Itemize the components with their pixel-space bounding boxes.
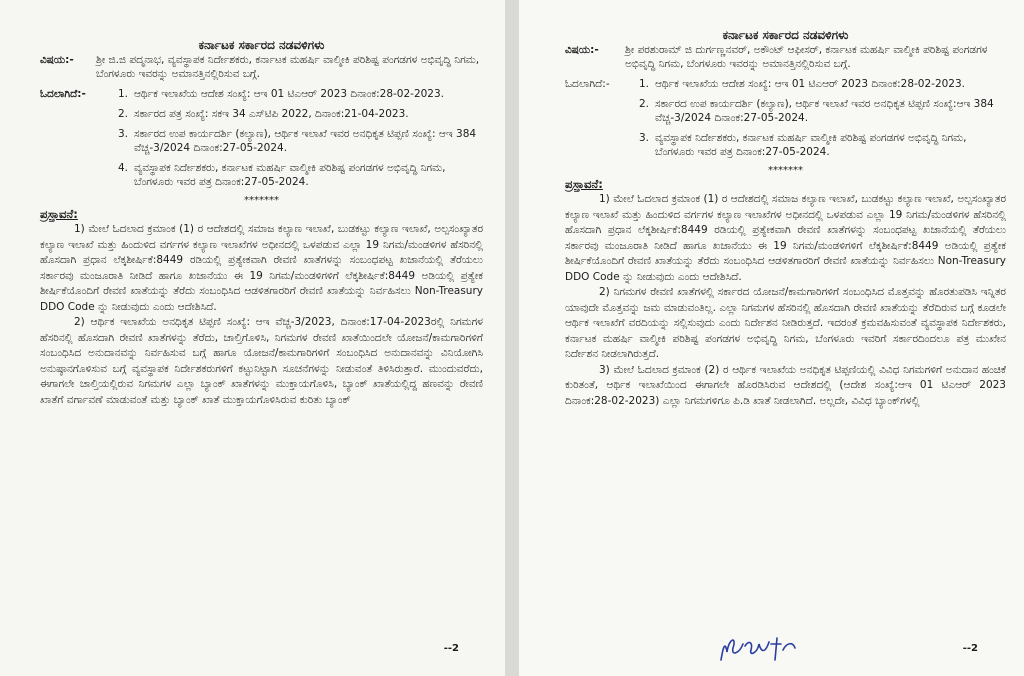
document-heading: ಕರ್ನಾಟಕ ಸರ್ಕಾರದ ನಡವಳಿಗಳು (722, 28, 849, 42)
page-number: --2 (962, 643, 978, 654)
subject-label: ವಿಷಯ:- (40, 54, 74, 66)
reference-item: 3. ವ್ಯವಸ್ಥಾಪಕ ನಿರ್ದೇಶಕರು, ಕರ್ನಾಟಕ ಮಹರ್ಷಿ ವಾಲ್ಮೀಕಿ ಪರಿಶಿಷ್ಟ ಪಂಗಡಗಳ ಅಭಿವೃದ್ಧಿ ನಿಗಮ, ಬೆಂಗಳೂರು ಇವರ ಪತ್ರ ದಿನಾಂಕ:27-05-2024. (639, 132, 967, 158)
paragraph: 2) ಆರ್ಥಿಕ ಇಲಾಖೆಯ ಅನಧಿಕೃತ ಟಿಪ್ಪಣಿ ಸಂಖ್ಯೆ: ಆಇ ವೆಚ್ಚ-3/2023, ದಿನಾಂಕ:17-04-2023ರಲ್ಲಿ ನಿಗಮಗಳ ಹೆಸರಿನಲ್ಲಿ ಹೊಸದಾಗಿ ರೇವಣಿ ಖಾತೆಗಳನ್ನು ತೆರೆದು, ಚಾಲ್ತಿಗೊಳಿಸಿ, ನಿಗಮಗಳ ರೇವಣಿ ಖಾತೆಯಿಂದಲೇ ಯೋಜನೆ/ಕಾಮಗಾರಿಗಳಿಗೆ ಸಂಬಂಧಿಸಿದ ಅನುದಾನವನ್ನು ನಿರ್ವಹಿಸುವ ಬಗ್ಗೆ ಹಾಗೂ ಯೋಜನೆ/ಕಾಮಗಾರಿಗಳಿಗೆ ಸಂಬಂಧಿಸಿದ ಅನುದಾನವನ್ನು ವಿನಿಯೋಗಿಸಿ ಅನುಷ್ಠಾನಗೊಳಿಸುವ ಬಗ್ಗೆ ವ್ಯವಸ್ಥಾಪಕ ನಿರ್ದೇಶಕರುಗಳಿಗೆ ಕಟ್ಟುನಿಟ್ಟಾಗಿ ಸೂಚನೆಗಳನ್ನು ನೀಡುವಂತೆ ತಿಳಿಸಿರುತ್ತಾರೆ. ಮುಂದುವರೆದು, ಈಗಾಗಲೇ ಚಾಲ್ತಿಯಲ್ಲಿರುವ ನಿಗಮಗಳ ಎಲ್ಲಾ ಬ್ಯಾಂಕ್ ಖಾತೆಗಳನ್ನು ಮುಕ್ತಾಯಗೊಳಿಸಿ, ಬ್ಯಾಂಕ್ ಖಾತೆಯಲ್ಲಿದ್ದ ಹಣವನ್ನು ರೇವಣಿ ಖಾತೆಗೆ ವರ್ಗಾವಣೆ ಮಾಡುವಂತೆ ಮತ್ತು ಬ್ಯಾಂಕ್ ಖಾತೆ ಮುಕ್ತಾಯಗೊಳಿಸಿರುವ ಕುರಿತು ಬ್ಯಾಂಕ್ (40, 316, 483, 406)
reference-item: 1. ಆರ್ಥಿಕ ಇಲಾಖೆಯ ಆದೇಶ ಸಂಖ್ಯೆ: ಆಇ 01 ಟಿಎಆರ್ 2023 ದಿನಾಂಕ:28-02-2023. (639, 78, 965, 90)
separator-stars: ******* (244, 195, 279, 206)
paragraph: 1) ಮೇಲೆ ಓದಲಾದ ಕ್ರಮಾಂಕ (1) ರ ಆದೇಶದಲ್ಲಿ ಸಮಾಜ ಕಲ್ಯಾಣ ಇಲಾಖೆ, ಬುಡಕಟ್ಟು ಕಲ್ಯಾಣ ಇಲಾಖೆ, ಅಲ್ಪಸಂಖ್ಯಾತರ ಕಲ್ಯಾಣ ಇಲಾಖೆ ಮತ್ತು ಹಿಂದುಳಿದ ವರ್ಗಗಳ ಕಲ್ಯಾಣ ಇಲಾಖೆಗಳ ಅಧೀನದಲ್ಲಿ ಒಳಪಡುವ ಎಲ್ಲಾ 19 ನಿಗಮ/ಮಂಡಳಿಗಳ ಹೆಸರಿನಲ್ಲಿ ಹೊಸದಾಗಿ ಪ್ರಧಾನ ಲೆಕ್ಕಶೀರ್ಷಿಕೆ:8449 ರಡಿಯಲ್ಲಿ ಪ್ರತ್ಯೇಕವಾಗಿ ರೇವಣಿ ಖಾತೆಗಳನ್ನು ಸಂಬಂಧಪಟ್ಟ ಖಜಾನೆಯಲ್ಲಿ ತೆರೆಯಲು ಸರ್ಕಾರವು ಮಂಜೂರಾತಿ ನೀಡಿದೆ ಹಾಗೂ ಖಜಾನೆಯು ಈ 19 ನಿಗಮ/ಮಂಡಳಿಗಳಿಗೆ ಲೆಕ್ಕಶೀರ್ಷಿಕೆ:8449 ಅಡಿಯಲ್ಲಿ ಪ್ರತ್ಯೇಕ ಶೀರ್ಷಿಕೆಯೊಂದಿಗೆ ರೇವಣಿ ಖಾತೆಯನ್ನು ತೆರೆದು ಸಂಬಂಧಿಸಿದ ಆಡಳಿತಗಾರರಿಗೆ ರೇವಣಿ ಖಾತೆಯನ್ನು ನಿರ್ವಹಿಸಲು Non-Treasury DDO Code ನ್ನು ನೀಡುವುದು ಎಂದು ಆದೇಶಿಸಿದೆ. (565, 193, 1006, 283)
references-list (118, 87, 483, 195)
references-label: ಓದಲಾಗಿದೆ:- (565, 78, 610, 90)
references-label: ಓದಲಾಗಿದೆ:- (40, 88, 86, 100)
preamble-title: ಪ್ರಸ್ತಾವನೆ: (565, 177, 603, 191)
handwritten-signature (717, 630, 807, 670)
reference-item: 2. ಸರ್ಕಾರದ ಉಪ ಕಾರ್ಯದರ್ಶಿ (ಕಲ್ಯಾಣ), ಆರ್ಥಿಕ ಇಲಾಖೆ ಇವರ ಅನಧಿಕೃತ ಟಿಪ್ಪಣಿ ಸಂಖ್ಯೆ:ಆಇ 384 ವೆಚ್ಚ-3/2024 ದಿನಾಂಕ:27-05-2024. (639, 98, 994, 124)
preamble-title: ಪ್ರಸ್ತಾವನೆ: (40, 207, 78, 221)
paragraph: 2) ನಿಗಮಗಳ ರೇವಣಿ ಖಾತೆಗಳಲ್ಲಿ ಸರ್ಕಾರದ ಯೋಜನೆ/ಕಾಮಗಾರಿಗಳಿಗೆ ಸಂಬಂಧಿಸಿದ ಮೊತ್ತವನ್ನು ಹೊರತುಪಡಿಸಿ ಇನ್ನಿತರ ಯಾವುದೇ ಮೊತ್ತವನ್ನು ಜಮ ಮಾಡುವಂತಿಲ್ಲ. ಎಲ್ಲಾ ನಿಗಮಗಳ ಹೆಸರಿನಲ್ಲಿ ಹೊಸದಾಗಿ ರೇವಣಿ ಖಾತೆಯನ್ನು ತೆರೆದಿರುವ ಬಗ್ಗೆ ಕೂಡಲೇ ಆರ್ಥಿಕ ಇಲಾಖೆಗೆ ವರದಿಯನ್ನು ಸಲ್ಲಿಸುವುದು ಎಂದು ನಿರ್ದೇಶನ ನೀಡಿರುತ್ತದೆ. ಇದರಂತೆ ಕ್ರಮವಹಿಸುವಂತೆ ವ್ಯವಸ್ಥಾಪಕ ನಿರ್ದೇಶಕರು, ಕರ್ನಾಟಕ ಮಹರ್ಷಿ ವಾಲ್ಮೀಕಿ ಪರಿಶಿಷ್ಟ ಪಂಗಡಗಳ ಅಭಿವೃದ್ಧಿ ನಿಗಮ, ಬೆಂಗಳೂರು ಇವರಿಗೆ ಸರ್ಕಾರದಿಂದಲೂ ಪತ್ರ ಮುಖೇನ ನಿರ್ದೇಶನ ನೀಡಲಾಗಿರುತ್ತದೆ. (565, 286, 1006, 360)
references-row (40, 87, 483, 195)
reference-item: 2. ಸರ್ಕಾರದ ಪತ್ರ ಸಂಖ್ಯೆ: ಸಕಇ 34 ಎಸ್‌ಟಿಪಿ 2022, ದಿನಾಂಕ:21-04-2023. (118, 108, 409, 120)
subject-row (40, 53, 483, 81)
reference-item: 3. ಸರ್ಕಾರದ ಉಪ ಕಾರ್ಯದರ್ಶಿ (ಕಲ್ಯಾಣ), ಆರ್ಥಿಕ ಇಲಾಖೆ ಇವರ ಅನಧಿಕೃತ ಟಿಪ್ಪಣಿ ಸಂಖ್ಯೆ: ಆಇ 384 ವೆಚ್ಚ-3/2024 ದಿನಾಂಕ:27-05-2024. (118, 128, 477, 154)
paragraph: 3) ಮೇಲೆ ಓದಲಾದ ಕ್ರಮಾಂಕ (2) ರ ಆರ್ಥಿಕ ಇಲಾಖೆಯ ಅನಧಿಕೃತ ಟಿಪ್ಪಣಿಯಲ್ಲಿ ವಿವಿಧ ನಿಗಮಗಳಿಗೆ ಅನುದಾನ ಹಂಚಿಕೆ ಕುರಿತಂತೆ, ಆರ್ಥಿಕ ಇಲಾಖೆಯಿಂದ ಈಗಾಗಲೇ ಹೊರಡಿಸಿರುವ ಆದೇಶದಲ್ಲಿ (ಆದೇಶ ಸಂಖ್ಯೆ:ಆಇ 01 ಟಿಎಆರ್ 2023 ದಿನಾಂಕ:28-02-2023) ಎಲ್ಲಾ ನಿಗಮಗಳಿಗೂ ಪಿ.ಡಿ ಖಾತೆ ನೀಡಲಾಗಿದೆ. ಅಲ್ಲದೇ, ವಿವಿಧ ಬ್ಯಾಂಕ್‌ಗಳಲ್ಲಿ (565, 363, 1006, 407)
subject-label: ವಿಷಯ:- (565, 44, 599, 56)
document-page-left (0, 0, 505, 676)
separator-stars: ******* (768, 165, 803, 176)
references-row (565, 77, 1006, 165)
subject-row (565, 43, 1006, 71)
subject-text: ಶ್ರೀ ಪರಶುರಾಮ್ ಜಿ ದುರ್ಗಣ್ಣನವರ್, ಅಕೌಂಟ್ ಆಫೀಸರ್, ಕರ್ನಾಟಕ ಮಹರ್ಷಿ ವಾಲ್ಮೀಕಿ ಪರಿಶಿಷ್ಟ ಪಂಗಡಗಳ ಅಭಿವೃದ್ಧಿ ನಿಗಮ, ಬೆಂಗಳೂರು ಇವರನ್ನು ಅಮಾನತ್ತಿನಲ್ಲಿರಿಸುವ ಬಗ್ಗೆ. (625, 44, 988, 70)
reference-item: 1. ಆರ್ಥಿಕ ಇಲಾಖೆಯ ಆದೇಶ ಸಂಖ್ಯೆ: ಆಇ 01 ಟಿಎಆರ್ 2023 ದಿನಾಂಕ:28-02-2023. (118, 88, 444, 100)
document-heading: ಕರ್ನಾಟಕ ಸರ್ಕಾರದ ನಡವಳಿಗಳು (198, 38, 325, 52)
page-number: --2 (443, 643, 459, 654)
paragraph: 1) ಮೇಲೆ ಓದಲಾದ ಕ್ರಮಾಂಕ (1) ರ ಆದೇಶದಲ್ಲಿ ಸಮಾಜ ಕಲ್ಯಾಣ ಇಲಾಖೆ, ಬುಡಕಟ್ಟು ಕಲ್ಯಾಣ ಇಲಾಖೆ, ಅಲ್ಪಸಂಖ್ಯಾತರ ಕಲ್ಯಾಣ ಇಲಾಖೆ ಮತ್ತು ಹಿಂದುಳಿದ ವರ್ಗಗಳ ಕಲ್ಯಾಣ ಇಲಾಖೆಗಳ ಅಧೀನದಲ್ಲಿ ಒಳಪಡುವ ಎಲ್ಲಾ 19 ನಿಗಮ/ಮಂಡಳಿಗಳ ಹೆಸರಿನಲ್ಲಿ ಹೊಸದಾಗಿ ಪ್ರಧಾನ ಲೆಕ್ಕಶೀರ್ಷಿಕೆ:8449 ರಡಿಯಲ್ಲಿ ಪ್ರತ್ಯೇಕವಾಗಿ ರೇವಣಿ ಖಾತೆಗಳನ್ನು ಸಂಬಂಧಪಟ್ಟ ಖಜಾನೆಯಲ್ಲಿ ತೆರೆಯಲು ಸರ್ಕಾರವು ಮಂಜೂರಾತಿ ನೀಡಿದೆ ಹಾಗೂ ಖಜಾನೆಯು ಈ 19 ನಿಗಮ/ಮಂಡಳಿಗಳಿಗೆ ಲೆಕ್ಕಶೀರ್ಷಿಕೆ:8449 ಅಡಿಯಲ್ಲಿ ಪ್ರತ್ಯೇಕ ಶೀರ್ಷಿಕೆಯೊಂದಿಗೆ ರೇವಣಿ ಖಾತೆಯನ್ನು ತೆರೆದು ಸಂಬಂಧಿಸಿದ ಆಡಳಿತಗಾರರಿಗೆ ರೇವಣಿ ಖಾತೆಯನ್ನು ನಿರ್ವಹಿಸಲು Non-Treasury DDO Code ನ್ನು ನೀಡುವುದು ಎಂದು ಆದೇಶಿಸಿದೆ. (40, 223, 483, 313)
references-list (639, 77, 1006, 165)
subject-text: ಶ್ರೀ ಜಿ.ಜಿ ಪದ್ಮನಾಭ, ವ್ಯವಸ್ಥಾಪಕ ನಿರ್ದೇಶಕರು, ಕರ್ನಾಟಕ ಮಹರ್ಷಿ ವಾಲ್ಮೀಕಿ ಪರಿಶಿಷ್ಟ ಪಂಗಡಗಳ ಅಭಿವೃದ್ಧಿ ನಿಗಮ, ಬೆಂಗಳೂರು ಇವರನ್ನು ಅಮಾನತ್ತಿನಲ್ಲಿರಿಸುವ ಬಗ್ಗೆ. (96, 54, 480, 80)
document-page-right (519, 0, 1024, 676)
reference-item: 4. ವ್ಯವಸ್ಥಾಪಕ ನಿರ್ದೇಶಕರು, ಕರ್ನಾಟಕ ಮಹರ್ಷಿ ವಾಲ್ಮೀಕಿ ಪರಿಶಿಷ್ಟ ಪಂಗಡಗಳ ಅಭಿವೃದ್ಧಿ ನಿಗಮ, ಬೆಂಗಳೂರು ಇವರ ಪತ್ರ ದಿನಾಂಕ:27-05-2024. (118, 162, 446, 188)
